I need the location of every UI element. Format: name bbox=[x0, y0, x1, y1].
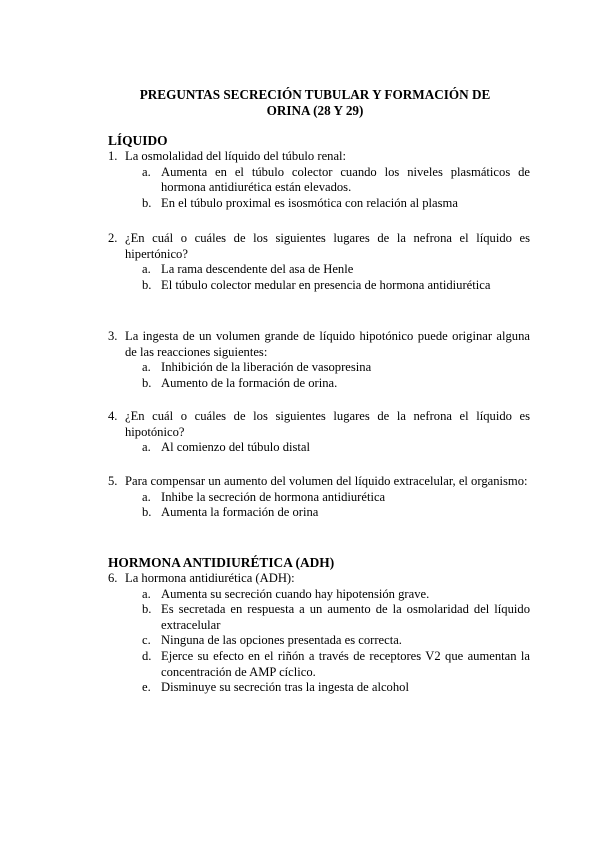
option-letter: b. bbox=[142, 505, 152, 520]
option-item bbox=[142, 490, 530, 506]
option-text: Aumenta la formación de orina bbox=[161, 505, 319, 520]
question-text: La hormona antidiurética (ADH): bbox=[125, 571, 295, 585]
option-text: Ejerce su efecto en el riñón a través de receptores V2 que aumentan la concentración de AMP cíclico. bbox=[161, 648, 530, 679]
option-item bbox=[142, 680, 530, 696]
title-line-2: ORINA (28 Y 29) bbox=[266, 103, 364, 118]
question-text: ¿En cuál o cuáles de los siguientes lugares de la nefrona el líquido es hipotónico? bbox=[125, 409, 530, 439]
option-letter: a. bbox=[142, 489, 151, 504]
question-6 bbox=[108, 571, 530, 696]
option-item bbox=[142, 440, 530, 456]
option-text: Aumenta su secreción cuando hay hipotensión grave. bbox=[161, 586, 430, 601]
option-item bbox=[142, 196, 530, 212]
option-text: Inhibición de la liberación de vasopresina bbox=[161, 360, 372, 375]
question-1 bbox=[108, 149, 530, 211]
option-text: El túbulo colector medular en presencia de hormona antidiurética bbox=[161, 277, 491, 292]
question-3 bbox=[108, 329, 530, 391]
option-item bbox=[142, 649, 530, 680]
question-5 bbox=[108, 474, 530, 521]
option-text: Disminuye su secreción tras la ingesta de alcohol bbox=[161, 680, 409, 695]
document-title bbox=[100, 87, 530, 119]
question-number: 5. bbox=[108, 474, 118, 488]
question-text: La osmolalidad del líquido del túbulo renal: bbox=[125, 149, 347, 163]
question-number: 6. bbox=[108, 571, 118, 585]
option-letter: b. bbox=[142, 602, 152, 617]
option-item bbox=[142, 376, 530, 392]
option-list bbox=[142, 440, 530, 456]
option-text: En el túbulo proximal es isosmótica con relación al plasma bbox=[161, 195, 458, 210]
option-list bbox=[142, 165, 530, 212]
question-number: 2. bbox=[108, 231, 118, 245]
section-heading-adh: HORMONA ANTIDIURÉTICA (ADH) bbox=[108, 555, 335, 570]
option-text: Ninguna de las opciones presentada es correcta. bbox=[161, 633, 402, 648]
option-letter: a. bbox=[142, 360, 151, 375]
question-number: 3. bbox=[108, 329, 118, 343]
option-letter: e. bbox=[142, 680, 151, 695]
option-list bbox=[142, 490, 530, 521]
section-heading-liquido: LÍQUIDO bbox=[108, 133, 168, 148]
option-letter: a. bbox=[142, 586, 151, 601]
question-2 bbox=[108, 231, 530, 293]
question-text: Para compensar un aumento del volumen del líquido extracelular, el organismo: bbox=[125, 474, 528, 488]
option-list bbox=[142, 262, 530, 293]
question-number: 4. bbox=[108, 409, 118, 423]
option-letter: b. bbox=[142, 375, 152, 390]
option-item bbox=[142, 505, 530, 521]
option-text: La rama descendente del asa de Henle bbox=[161, 262, 354, 277]
option-text: Aumenta en el túbulo colector cuando los niveles plasmáticos de hormona antidiurética están elevados. bbox=[161, 164, 530, 195]
title-line-1: PREGUNTAS SECRECIÓN TUBULAR Y FORMACIÓN DE bbox=[139, 87, 491, 102]
option-letter: b. bbox=[142, 277, 152, 292]
option-text: Aumento de la formación de orina. bbox=[161, 375, 338, 390]
option-item bbox=[142, 165, 530, 196]
option-letter: b. bbox=[142, 195, 152, 210]
option-item bbox=[142, 602, 530, 633]
option-list bbox=[142, 360, 530, 391]
option-letter: c. bbox=[142, 633, 151, 648]
question-text: La ingesta de un volumen grande de líquido hipotónico puede originar alguna de las reacciones siguientes: bbox=[125, 329, 530, 359]
option-item bbox=[142, 262, 530, 278]
option-list bbox=[142, 587, 530, 696]
question-text: ¿En cuál o cuáles de los siguientes lugares de la nefrona el líquido es hipertónico? bbox=[125, 231, 530, 261]
option-item bbox=[142, 633, 530, 649]
option-letter: a. bbox=[142, 164, 151, 179]
option-item bbox=[142, 360, 530, 376]
question-4 bbox=[108, 409, 530, 456]
option-letter: a. bbox=[142, 262, 151, 277]
option-letter: d. bbox=[142, 648, 152, 663]
option-item bbox=[142, 278, 530, 294]
option-item bbox=[142, 587, 530, 603]
question-number: 1. bbox=[108, 149, 118, 163]
option-text: Al comienzo del túbulo distal bbox=[161, 440, 310, 455]
option-letter: a. bbox=[142, 440, 151, 455]
option-text: Es secretada en respuesta a un aumento de la osmolaridad del líquido extracelular bbox=[161, 602, 530, 632]
option-text: Inhibe la secreción de hormona antidiurética bbox=[161, 489, 386, 504]
